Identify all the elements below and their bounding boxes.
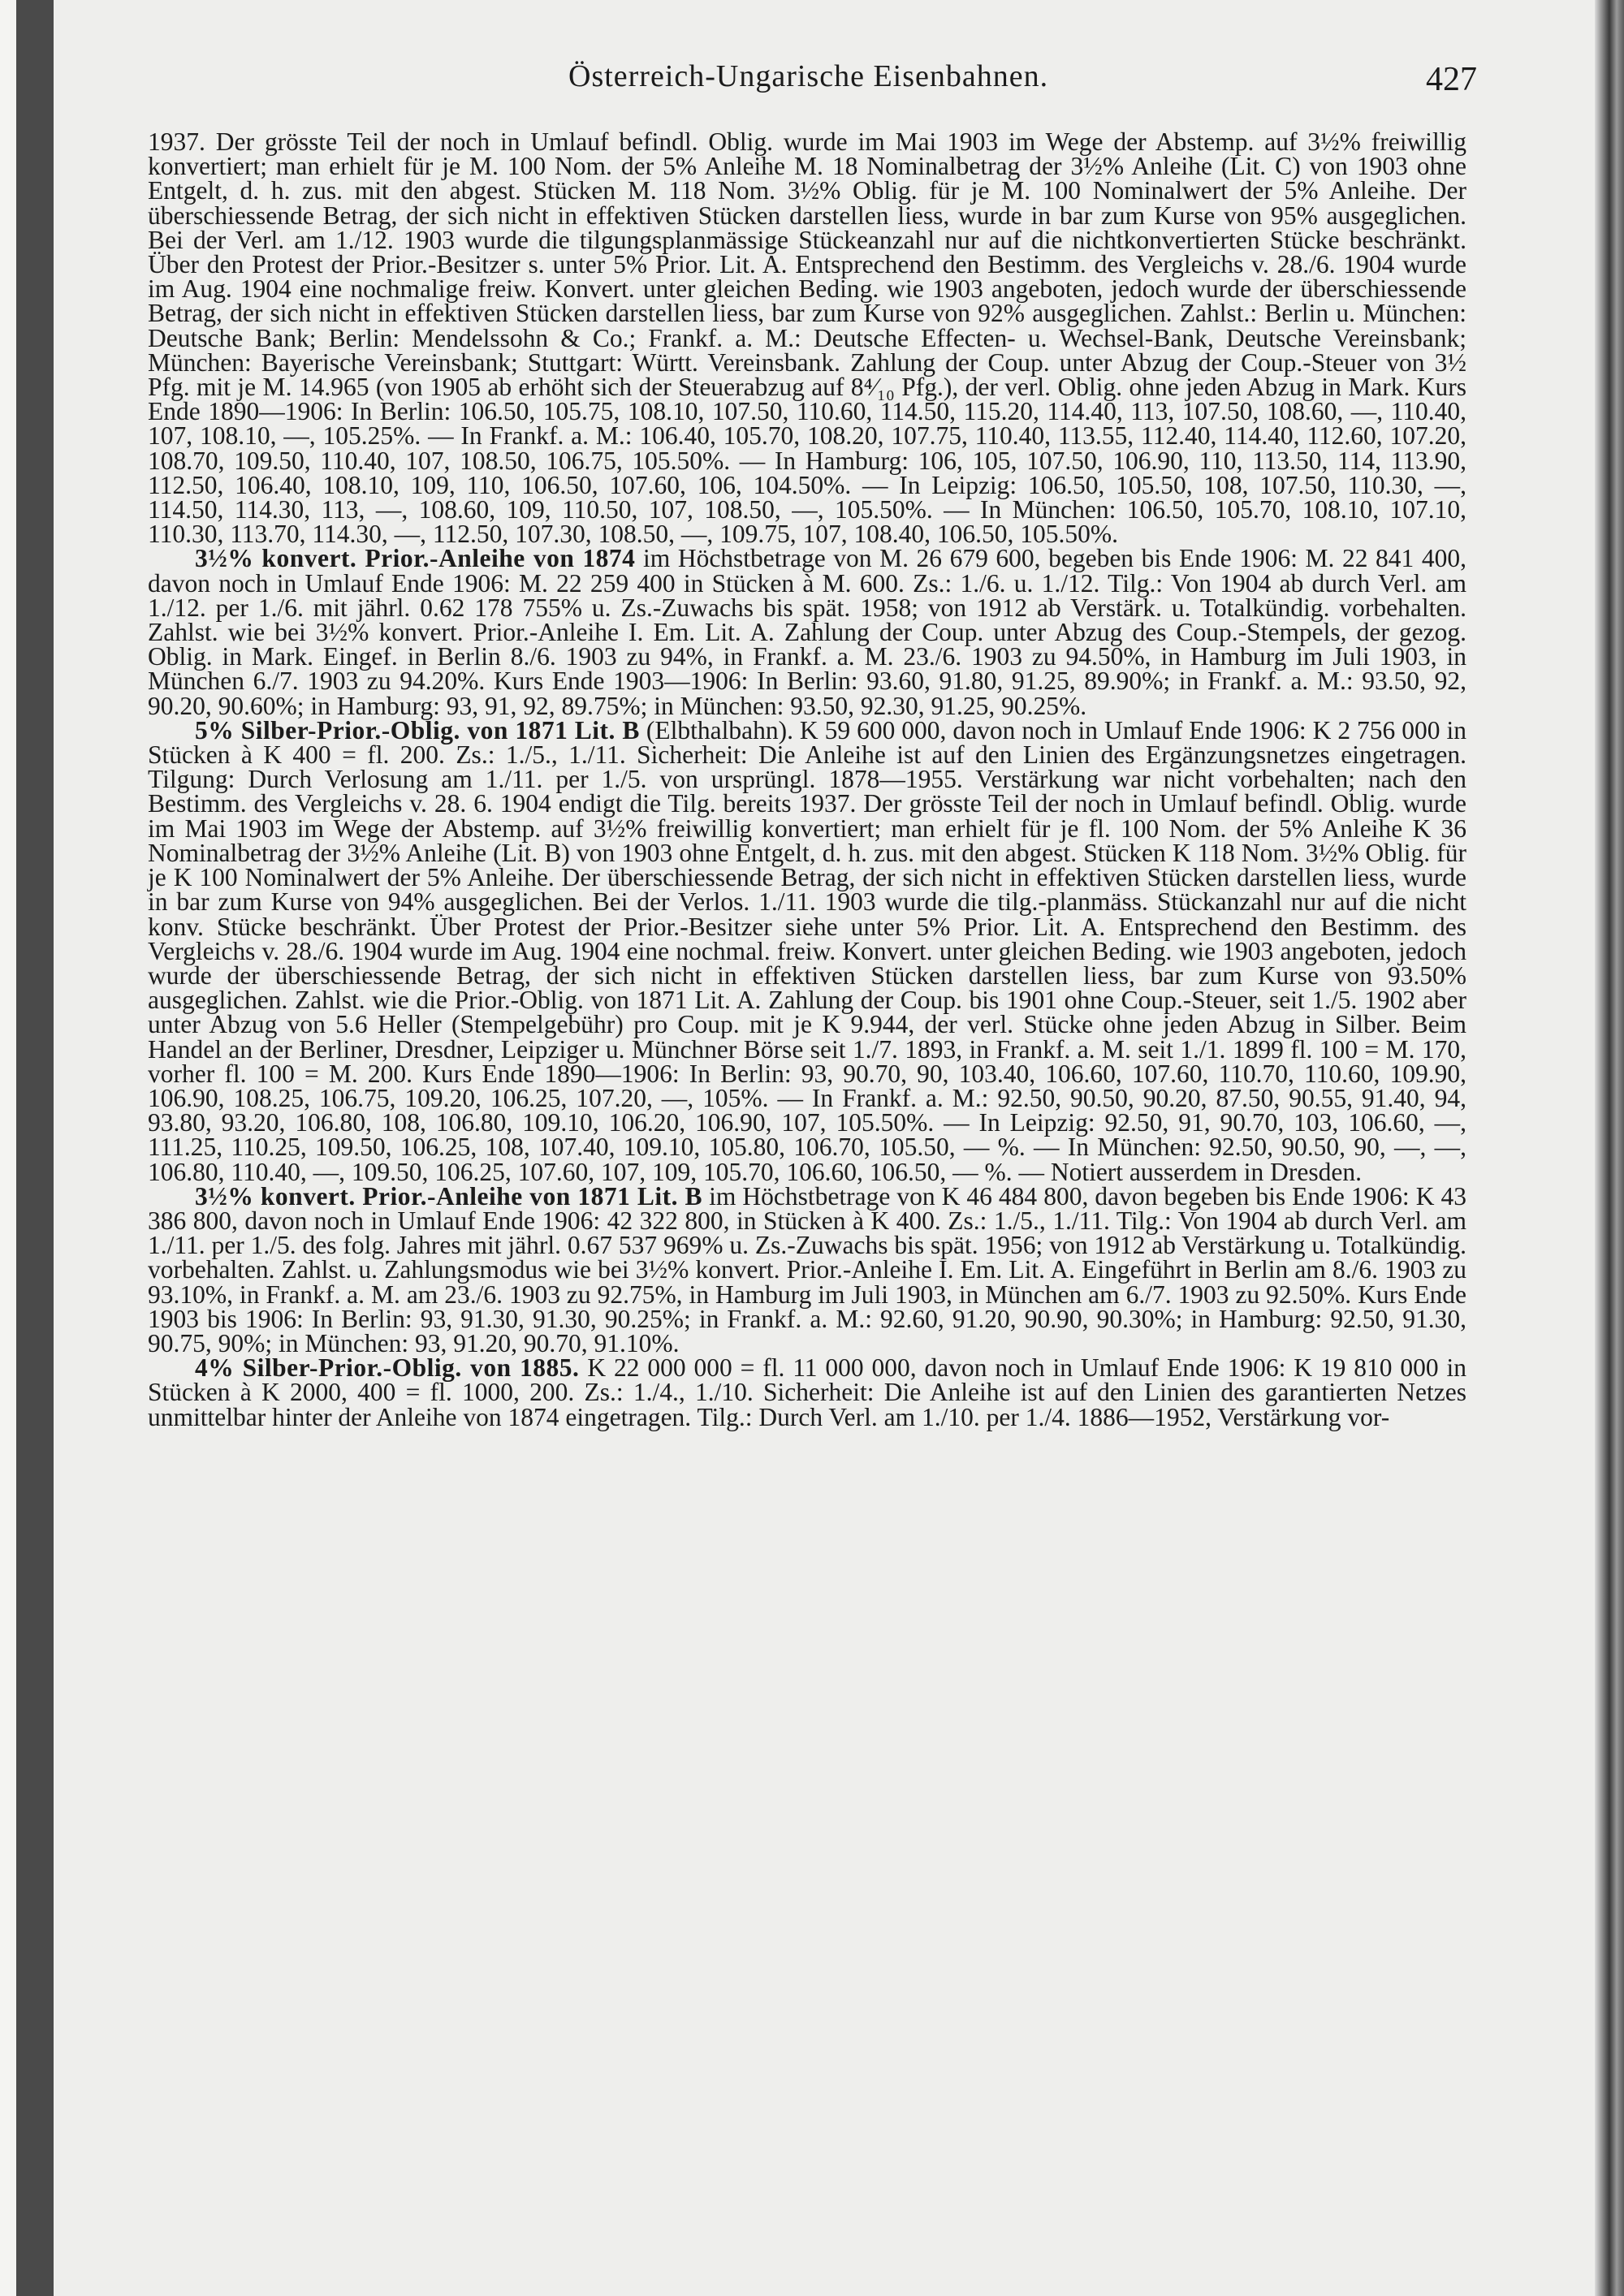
entry-text: im Höchstbetrage von K 46 484 800, davon begeben bis Ende 1906: K 43 386 800, davon noch in Umlauf Ende 1906: 42 322 800, in Stücken à K 400. Zs.: 1./5., 1./11. Tilg.: Von 1904 ab durch Verl. am 1./11. per 1./5. des folg. Jahres mit jährl. 0.67 537 969% u. Zs.-Zuwachs bis spät. 1956; von 1912 ab Verstärkung u. Totalkündig. vorbehalten. Zahlst. u. Zahlungsmodus wie bei 3½% konvert. Prior.-Anleihe I. Em. Lit. A. Eingeführt in Berlin am 8./6. 1903 zu 93.10%, in Frankf. a. M. am 23./6. 1903 zu 92.75%, in Hamburg im Juli 1903, in München am 6./7. 1903 zu 92.50%. Kurs Ende 1903 bis 1906: In Berlin: 93, 91.30, 91.30, 90.25%; in Frankf. a. M.: 92.60, 91.20, 90.90, 90.30%; in Hamburg: 92.50, 91.30, 90.75, 90%; in München: 93, 91.20, 90.70, 91.10%. bbox=[148, 1181, 1466, 1357]
book-spine-shadow bbox=[16, 0, 54, 2296]
entry-prior-anleihe-1874 bbox=[148, 546, 1466, 718]
entry-text: (Elbthalbahn). K 59 600 000, davon noch in Umlauf Ende 1906: K 2 756 000 in Stücken à K 400 = fl. 200. Zs.: 1./5., 1./11. Sicherheit: Die Anleihe ist auf den Linien des Ergänzungsnetzes eingetragen. Tilgung: Durch Verlosung am 1./11. per 1./5. von ursprüngl. 1878—1955. Verstärkung war nicht vorbehalten; nach den Bestimm. des Vergleichs v. 28. 6. 1904 endigt die Tilg. bereits 1937. Der grösste Teil der noch in Umlauf befindl. Oblig. wurde im Mai 1903 im Wege der Abstemp. auf 3½% freiwillig konvertiert; man erhielt für je fl. 100 Nom. der 5% Anleihe K 36 Nominalbetrag der 3½% Anleihe (Lit. B) von 1903 ohne Entgelt, d. h. zus. mit den abgest. Stücken K 118 Nom. 3½% Oblig. für je K 100 Nominalwert der 5% Anleihe. Der überschiessende Betrag, der sich nicht in effektiven Stücken darstellen liess, wurde in bar zum Kurse von 94% ausgeglichen. Bei der Verlos. 1./11. 1903 wurde die tilg.-planmäss. Stückanzahl nur auf die nicht konv. Stücke beschränkt. Über Protest der Prior.-Besitzer siehe unter 5% Prior. Lit. A. Entsprechend den Bestimm. des Vergleichs v. 28./6. 1904 wurde im Aug. 1904 eine nochmal. freiw. Konvert. unter gleichen Beding. wie 1903 angeboten, jedoch wurde der überschiessende Betrag, der sich nicht in effektiven Stücken darstellen liess, bar zum Kurse von 93.50% ausgeglichen. Zahlst. wie die Prior.-Oblig. von 1871 Lit. A. Zahlung der Coup. bis 1901 ohne Coup.-Steuer, seit 1./5. 1902 aber unter Abzug von 5.6 Heller (Stempelgebühr) pro Coup. mit je K 9.944, der verl. Stücke ohne jeden Abzug in Silber. Beim Handel an der Berliner, Dresdner, Leipziger u. Münchner Börse seit 1./7. 1893, in Frankf. a. M. seit 1./1. 1899 fl. 100 = M. 170, vorher fl. 100 = M. 200. Kurs Ende 1890—1906: In Berlin: 93, 90.70, 90, 103.40, 106.60, 107.60, 110.70, 110.60, 109.90, 106.90, 108.25, 106.75, 109.20, 106.25, 107.20, —, 105%. — In Frankf. a. M.: 92.50, 90.50, 90.20, 87.50, 90.55, 91.40, 94, 93.80, 93.20, 106.80, 108, 106.80, 109.10, 106.20, 106.90, 107, 105.50%. — In Leipzig: 92.50, 91, 90.70, 103, 106.60, —, 111.25, 110.25, 109.50, 106.25, 108, 107.40, 109.10, 105.80, 106.70, 105.50, — %. — In München: 92.50, 90.50, 90, —, —, 106.80, 110.40, —, 109.50, 106.25, 107.60, 107, 109, 105.70, 106.60, 106.50, — %. — Notiert ausserdem in Dresden. bbox=[148, 715, 1466, 1186]
entry-text: im Höchstbetrage von M. 26 679 600, begeben bis Ende 1906: M. 22 841 400, davon noch in Umlauf Ende 1906: M. 22 259 400 in Stücken à M. 600. Zs.: 1./6. u. 1./12. Tilg.: Von 1904 ab durch Verl. am 1./12. per 1./6. mit jährl. 0.62 178 755% u. Zs.-Zuwachs bis spät. 1958; von 1912 ab Verstärk. u. Totalkündig. vorbehalten. Zahlst. wie bei 3½% konvert. Prior.-Anleihe I. Em. Lit. A. Zahlung der Coup. unter Abzug des Coup.-Stempels, der gezog. Oblig. in Mark. Eingef. in Berlin 8./6. 1903 zu 94%, in Frankf. a. M. 23./6. 1903 zu 94.50%, in Hamburg im Juli 1903, in München 6./7. 1903 zu 94.20%. Kurs Ende 1903—1906: In Berlin: 93.60, 91.80, 91.25, 89.90%; in Frankf. a. M.: 93.50, 92, 90.20, 90.60%; in Hamburg: 93, 91, 92, 89.75%; in München: 93.50, 92.30, 91.25, 90.25%. bbox=[148, 544, 1466, 720]
entry-heading: 4% Silber-Prior.-Oblig. von 1885. bbox=[195, 1353, 580, 1383]
paragraph-continuation bbox=[148, 127, 1466, 549]
scan-left-margin bbox=[0, 0, 16, 2296]
entry-silber-prior-oblig-1885 bbox=[148, 1353, 1467, 1431]
entry-silber-prior-oblig-1871-lit-b bbox=[148, 715, 1466, 1186]
page-edge-shadow bbox=[1595, 0, 1624, 2296]
entry-heading: 5% Silber-Prior.-Oblig. von 1871 Lit. B bbox=[195, 715, 640, 744]
paragraph-text: 1937. Der grösste Teil der noch in Umlauf befindl. Oblig. wurde im Mai 1903 im Wege der Abstemp. auf 3½% freiwillig konvertiert; man erhielt für je M. 100 Nom. der 5% Anleihe M. 18 Nominalbetrag der 3½% Anleihe (Lit. C) von 1903 ohne Entgelt, d. h. zus. mit den abgest. Stücken M. 118 Nom. 3½% Oblig. für je M. 100 Nominalwert der 5% Anleihe. Der überschiessende Betrag, der sich nicht in effektiven Stücken darstellen liess, wurde in bar zum Kurse von 95% ausgeglichen. Bei der Verl. am 1./12. 1903 wurde die tilgungsplanmässige Stückeanzahl nur auf die nichtkonvertierten Stücke beschränkt. Über den Protest der Prior.-Besitzer s. unter 5% Prior. Lit. A. Entsprechend den Bestimm. des Vergleichs v. 28./6. 1904 wurde im Aug. 1904 eine nochmalige freiw. Konvert. unter gleichen Beding. wie 1903 angeboten, jedoch wurde der überschiessende Betrag, der sich nicht in effektiven Stücken darstellen liess, bar zum Kurse von 92% ausgeglichen. Zahlst.: Berlin u. München: Deutsche Bank; Berlin: Mendelssohn & Co.; Frankf. a. M.: Deutsche Effecten- u. Wechsel-Bank, Deutsche Vereinsbank; München: Bayerische Vereinsbank; Stuttgart: Württ. Vereinsbank. Zahlung der Coup. unter Abzug der Coup.-Steuer von 3½ Pfg. mit je M. 14.965 (von 1905 ab erhöht sich der Steuerabzug auf 8⁴⁄₁₀ Pfg.), der verl. Oblig. ohne jeden Abzug in Mark. Kurs Ende 1890—1906: In Berlin: 106.50, 105.75, 108.10, 107.50, 110.60, 114.50, 115.20, 114.40, 113, 107.50, 108.60, —, 110.40, 107, 108.10, —, 105.25%. — In Frankf. a. M.: 106.40, 105.70, 108.20, 107.75, 110.40, 113.55, 112.40, 114.40, 112.60, 107.20, 108.70, 109.50, 110.40, 107, 108.50, 106.75, 105.50%. — In Hamburg: 106, 105, 107.50, 106.90, 110, 113.50, 114, 113.90, 112.50, 106.40, 108.10, 109, 110, 106.50, 107.60, 106, 104.50%. — In Leipzig: 106.50, 105.50, 108, 107.50, 110.30, —, 114.50, 114.30, 113, —, 108.60, 109, 110.50, 107, 108.50, —, 105.50%. — In München: 106.50, 105.70, 108.10, 107.10, 110.30, 113.70, 114.30, —, 112.50, 107.30, 108.50, —, 109.75, 107, 108.40, 106.50, 105.50%. bbox=[148, 127, 1466, 549]
document-page bbox=[54, 0, 1595, 2296]
page-number: 427 bbox=[1426, 61, 1477, 98]
running-head: Österreich-Ungarische Eisenbahnen. bbox=[568, 59, 1049, 93]
entry-prior-anleihe-1871-lit-b bbox=[148, 1181, 1466, 1357]
entry-heading: 3½% konvert. Prior.-Anleihe von 1874 bbox=[195, 544, 636, 573]
body-text bbox=[148, 127, 1467, 1431]
entry-text: K 22 000 000 = fl. 11 000 000, davon noch in Umlauf Ende 1906: K 19 810 000 in Stücken à K 2000, 400 = fl. 1000, 200. Zs.: 1./4., 1./10. Sicherheit: Die Anleihe ist auf den Linien des garantierten Netzes unmittelbar hinter der Anleihe von 1874 eingetragen. Tilg.: Durch Verl. am 1./10. per 1./4. 1886—1952, Verstärkung vor- bbox=[148, 1353, 1467, 1431]
entry-heading: 3½% konvert. Prior.-Anleihe von 1871 Lit. B bbox=[195, 1181, 703, 1211]
